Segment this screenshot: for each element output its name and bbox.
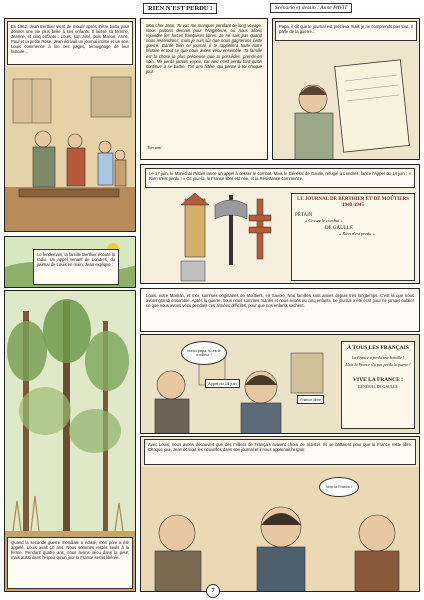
- caption-family-history: Louis, votre Maman, et moi, sommes originaires de Moûtiers, en Savoie. Nos familles sont amies depuis très longtemps. C'est là que nous avons grandi ensemble. Après la guerre, nous nous sommes mariés et nous avons eu cinq enfants. Le journal a été écrit pour ne jamais oublier ce que nous avons vécu pendant ces années difficiles, pour que nos enfants sachent.: [143, 291, 417, 329]
- appeal-poster-title: À TOUS LES FRANÇAIS: [347, 345, 409, 351]
- caption-resistance: Avec Louis, nous avons découvert que des milliers de Français avaient choisi de résister. Ils se battaient pour que la France reste libre. Chaque jour, Jean écrivait les nouvelles dans son journal et il nous apprenait l'espoir.: [144, 439, 416, 465]
- caption-letter: Mon cher Jean, Tu vas me manquer pendant ce long voyage. Nous partons demain pour l'Angleterre, où nous allons rejoindre les forces françaises libres. Je ne sais pas quand nous reviendrons, mais je suis sûr que nous gagnerons cette guerre. Garde bien ce journal, il te rappellera toute notre histoire et tout ce que nous avons vécu ensemble. Ta famille est la chose la plus précieuse que tu possèdes, prends-en soin. Ne perds jamais espoir, car rien n'est perdu tant qu'on continue à se battre. Ton ami fidèle, qui pense à toi chaque jour.: [146, 23, 262, 74]
- final-scene-illustration: [141, 437, 420, 592]
- letter-signature: Ton ami: [147, 145, 162, 150]
- panel-history-caption: [140, 288, 420, 332]
- france-libre-tag: France libre: [297, 395, 324, 404]
- caption-radio: Le lendemain, la famille Berthier écoute la radio. Un appel venant de Londres, du journal de Louis en main, Jean explique :: [33, 249, 119, 285]
- page-title: RIEN N'EST PERDU !: [143, 3, 217, 14]
- appeal-tag: Appel du 18 juin: [205, 379, 240, 388]
- appeal-poster: [341, 341, 415, 429]
- caption-war-start: Quand la seconde guerre mondiale a éclaté, mon père a été appelé. Louis avait 10 ans. Nous sommes restés seuls à la ferme. Pendant quatre ans, nous avons vécu dans la peur, mais aussi dans l'espoir qu'un jour la France serait libérée.: [7, 537, 133, 589]
- speech-bubble-vive: Vive la France !: [319, 477, 359, 497]
- panel-resistance: [140, 334, 420, 434]
- page-number: 7: [206, 584, 220, 598]
- caption-intro: En 1962, Jean Berthier vient de mourir après s'être battu pour donner une vie plus belle à ses enfants. Il laisse sa femme, Jeanne, et cinq enfants : Louis, son aîné, puis Marcel, Anne, Paul et la petite Rose. Jean écrivait un journal intime et un soir, Louis commence à lire ces pages, témoignage de leur histoire...: [7, 21, 133, 65]
- appeal-line-1: La France a perdu une bataille !: [351, 355, 405, 360]
- journal-line-1: PÉTAIN: [295, 213, 313, 218]
- appeal-signature: GÉNÉRAL DE GAULLE: [358, 385, 398, 389]
- panel-boy-reading: [272, 18, 420, 160]
- caption-boy-reading: Papa, il dit que le journal est précieux mais je ne comprends pas tout. Il parle de la guerre...: [275, 21, 417, 41]
- panel-landscape: [4, 236, 136, 288]
- panel-petain-degaulle: [140, 164, 420, 284]
- journal-line-4: « Rien n'est perdu »: [339, 231, 375, 236]
- speech-bubble-thanks: Merci papa, tu es le meilleur !: [181, 341, 227, 365]
- journal-line-3: DE GAULLE: [325, 226, 353, 231]
- panel-final: [140, 436, 420, 592]
- panel-family-scene: [4, 18, 136, 232]
- journal-poster: [291, 193, 415, 281]
- journal-poster-title: LE JOURNAL DE BERTHIER ET DE MOÛTIERS 1940-1945: [297, 197, 409, 208]
- appeal-line-2: Mais la France n'a pas perdu la guerre !: [345, 362, 411, 367]
- journal-line-2: « Cessez le combat »: [305, 218, 343, 223]
- author-credit: Scénario et dessin : Anne PAVIT: [270, 3, 352, 13]
- panel-letter: [140, 18, 268, 160]
- panel-forest: [4, 290, 136, 592]
- appeal-footer: VIVE LA FRANCE !: [353, 377, 403, 383]
- caption-appeal: Le 17 juin, le Maréchal Pétain lance un appel à cesser le combat. Mais le Général de Gaulle, réfugié à Londres, lance l'Appel du 18 juin : « Rien n'est perdu ! » Ce jour-là, la France libre est née, et la Résistance commence.: [145, 168, 415, 188]
